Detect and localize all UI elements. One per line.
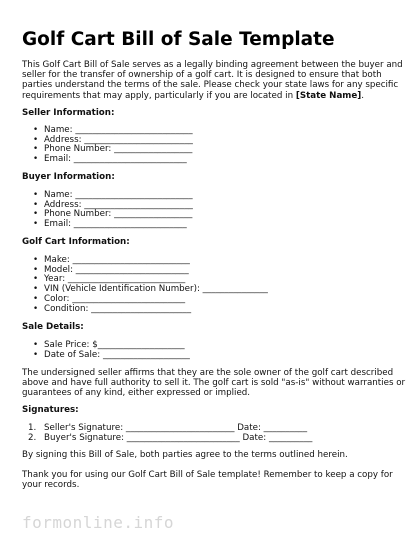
- seller-list: [0, 126, 193, 165]
- golf-cart-list: [0, 256, 268, 314]
- affirmation-paragraph: The undersigned seller affirms that they are the sole owner of the golf cart described above and have full authority to sell it. The golf cart is sold "as-is" without warranties or guarantees of any kind, either expressed or implied.: [22, 368, 406, 399]
- cart-model-field: • Model: __________________________: [0, 266, 268, 276]
- watermark-text: formonline.info: [22, 513, 174, 532]
- signatures-list: [0, 424, 312, 443]
- buyer-email-field: • Email: __________________________: [0, 220, 193, 230]
- seller-phone-field: • Phone Number: __________________: [0, 145, 193, 155]
- seller-name-field: • Name: ___________________________: [0, 126, 193, 136]
- buyer-signature-number: 2.: [28, 432, 37, 443]
- intro-text: This Golf Cart Bill of Sale serves as a legally binding agreement between the buyer and seller for the transfer of ownership of a golf cart. It is designed to ensure that both parties understand the terms of the sale. Please check your state laws for any specific requirements that may apply, particularly if you are located in: [22, 60, 403, 101]
- buyer-signature-text: Buyer's Signature: __________________________ Date: __________: [44, 432, 313, 443]
- intro-paragraph: [22, 60, 406, 101]
- seller-email-field: • Email: __________________________: [0, 155, 193, 165]
- signatures-heading: Signatures:: [22, 405, 79, 415]
- closing-paragraph: Thank you for using our Golf Cart Bill of Sale template! Remember to keep a copy for your records.: [22, 470, 393, 491]
- seller-signature-text: Seller's Signature: _________________________ Date: __________: [44, 423, 308, 433]
- seller-heading: Seller Information:: [22, 108, 115, 118]
- sale-date-field: • Date of Sale: ____________________: [0, 351, 190, 361]
- buyer-phone-field: • Phone Number: __________________: [0, 210, 193, 220]
- golf-cart-heading: Golf Cart Information:: [22, 237, 130, 247]
- cart-make-field: • Make: ___________________________: [0, 256, 268, 266]
- document-title: Golf Cart Bill of Sale Template: [22, 29, 335, 50]
- seller-signature-number: 1.: [28, 423, 37, 433]
- buyer-name-field: • Name: ___________________________: [0, 191, 193, 201]
- sale-price-field: • Sale Price: $____________________: [0, 341, 190, 351]
- buyer-list: [0, 191, 193, 230]
- sale-details-heading: Sale Details:: [22, 322, 84, 332]
- cart-vin-field: • VIN (Vehicle Identification Number): _______________: [0, 285, 268, 295]
- agreement-paragraph: By signing this Bill of Sale, both parties agree to the terms outlined herein.: [22, 450, 348, 460]
- intro-text-end: .: [361, 90, 364, 101]
- buyer-address-field: • Address: _________________________: [0, 201, 193, 211]
- state-name-placeholder: [State Name]: [295, 90, 362, 101]
- sale-details-list: [0, 341, 190, 360]
- cart-year-field: • Year: ___________________________: [0, 275, 268, 285]
- cart-condition-field: • Condition: _______________________: [0, 305, 268, 315]
- buyer-signature-line: [0, 434, 312, 444]
- cart-color-field: • Color: __________________________: [0, 295, 268, 305]
- buyer-heading: Buyer Information:: [22, 172, 115, 182]
- seller-address-field: • Address: _________________________: [0, 136, 193, 146]
